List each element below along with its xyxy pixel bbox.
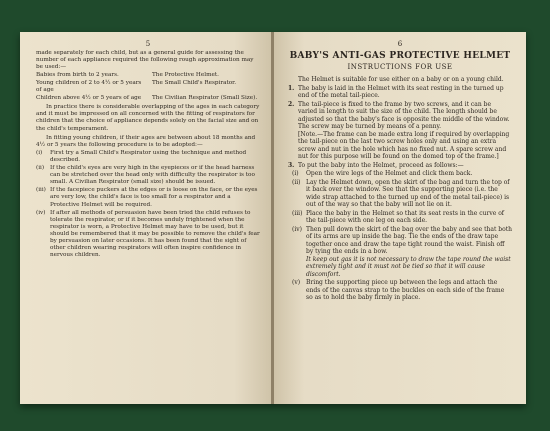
note-paragraph: [Note.—The frame can be made extra long if required by overlapping the tail-piece on the last two screw holes only and using an extra screw and nut in the hole which has no fixed nut. A spare screw and nut for this purpose will be found on the domed top of the frame.] — [298, 130, 510, 160]
left-page — [20, 32, 272, 404]
age-row — [36, 95, 260, 102]
sub-step-text: Then pull down the skirt of the bag over the baby and see that both of its arms are up inside the bag. Tie the ends of the draw tape together once and draw the tape tight round the waist. Finish off by tying the ends in a bow. — [306, 225, 512, 255]
step-text: The baby is laid in the Helmet with its seat resting in the turned up end of the metal tail-piece. — [298, 84, 504, 99]
sub-step — [288, 179, 512, 209]
item-text: If the child's eyes are very high in the eyepieces or if the head harness can be stretched over the head only with difficulty the respirator is too small. A Civilian Respirator (small size) should be issued. — [50, 165, 255, 186]
item-marker: (i) — [36, 149, 43, 156]
instruction-step — [288, 162, 512, 170]
age-row — [36, 80, 260, 94]
italic-note — [288, 256, 512, 279]
page-subtitle: INSTRUCTIONS FOR USE — [347, 63, 453, 71]
intro-paragraph: The Helmet is suitable for use either on a baby or on a young child. — [298, 76, 504, 83]
page-number: 5 — [145, 40, 151, 48]
italic-note-text: It keep out gas it is not necessary to draw the tape round the waist extremely tight and it must not be tied so that it will cause discomfort. — [306, 255, 511, 278]
item-marker: (iv) — [36, 209, 46, 216]
procedure-item — [36, 187, 260, 208]
page-title: BABY'S ANTI-GAS PROTECTIVE HELMET — [289, 51, 511, 61]
sub-step-marker: (ii) — [292, 178, 301, 186]
step-number: 2. — [288, 100, 295, 108]
body-paragraph: In fitting young children, if their ages are between about 18 months and 4½ or 5 years the following procedure is to be adopted:— — [36, 134, 256, 148]
item-marker: (ii) — [36, 165, 45, 172]
sub-step-marker: (iv) — [292, 225, 302, 233]
right-page — [274, 32, 526, 404]
age-cell: Young children of 2 to 4½ or 5 years of age — [36, 80, 142, 94]
item-text: If after all methods of persuasion have been tried the child refuses to tolerate the respirator, or if it becomes unduly frightened when the respirator is worn, a Protective Helmet may have to be used, but it should be remembered that it may be possible to remove the child's fear by persuasion on later occasions. It has been found that the sight of other children wearing respirators will often inspire confidence in nervous children. — [50, 209, 260, 259]
age-table — [36, 72, 260, 102]
item-text: First try a Small Child's Respirator using the technique and method described. — [50, 149, 247, 163]
intro-paragraph: made separately for each child, but as a general guide for assessing the number of each appliance required the following rough approximation may be used:— — [36, 50, 254, 71]
page-number: 6 — [397, 40, 403, 48]
sub-step-text: Bring the supporting piece up between the legs and attach the ends of the canvas strap to the buckles on each side of the frame so as to hold the baby firmly in place. — [306, 279, 505, 301]
procedure-item — [36, 150, 260, 164]
step-number: 1. — [288, 84, 295, 92]
sub-step-marker: (iii) — [292, 209, 303, 217]
procedure-item — [36, 165, 260, 186]
procedure-item — [36, 210, 260, 260]
appliance-cell: The Protective Helmet. — [152, 72, 219, 79]
sub-step-marker: (v) — [292, 279, 301, 286]
item-text: If the facepiece puckers at the edges or is loose on the face, or the eyes are very low, the child's face is too small for a respirator and a Protective Helmet will be required. — [50, 187, 258, 208]
item-marker: (iii) — [36, 187, 46, 194]
step-text: To put the baby into the Helmet, proceed as follows:— — [298, 161, 464, 169]
sub-step-text: Open the wire legs of the Helmet and click them back. — [306, 170, 473, 177]
instruction-step — [288, 101, 512, 131]
age-cell: Babies from birth to 2 years. — [36, 72, 119, 79]
step-number: 3. — [288, 161, 295, 169]
sub-step-text: Lay the Helmet down, open the skirt of the bag and turn the top of it back over the window. See that the supporting piece (i.e. the wide strap attached to the turned up end of the metal tail-piece) is out of the way so that the baby will not lie on it. — [306, 178, 510, 208]
age-row — [36, 72, 260, 79]
step-text: The tail-piece is fixed to the frame by two screws, and it can be varied in length to suit the size of the child. The length should be adjusted so that the baby's face is opposite the middle of the window. The screw may be turned by means of a penny. — [298, 100, 510, 130]
sub-step — [288, 210, 512, 225]
sub-step-marker: (i) — [292, 170, 299, 177]
appliance-cell: The Small Child's Respirator. — [152, 80, 237, 87]
sub-step — [288, 170, 512, 178]
sub-step-text: Place the baby in the Helmet so that its seat rests in the curve of the tail-piece with one leg on each side. — [306, 209, 505, 224]
open-booklet — [20, 32, 526, 404]
body-paragraph: In practice there is considerable overlapping of the ages in each category and it must be impressed on all concerned with the fitting of respirators for children that the choice of appliance depends solely on the facial size and on the child's temperament. — [36, 104, 260, 132]
sub-step — [288, 279, 512, 302]
appliance-cell: The Civilian Respirator (Small Size). — [152, 95, 258, 102]
age-cell: Children above 4½ or 5 years of age — [36, 95, 142, 102]
instruction-step — [288, 85, 512, 100]
sub-step — [288, 226, 512, 256]
